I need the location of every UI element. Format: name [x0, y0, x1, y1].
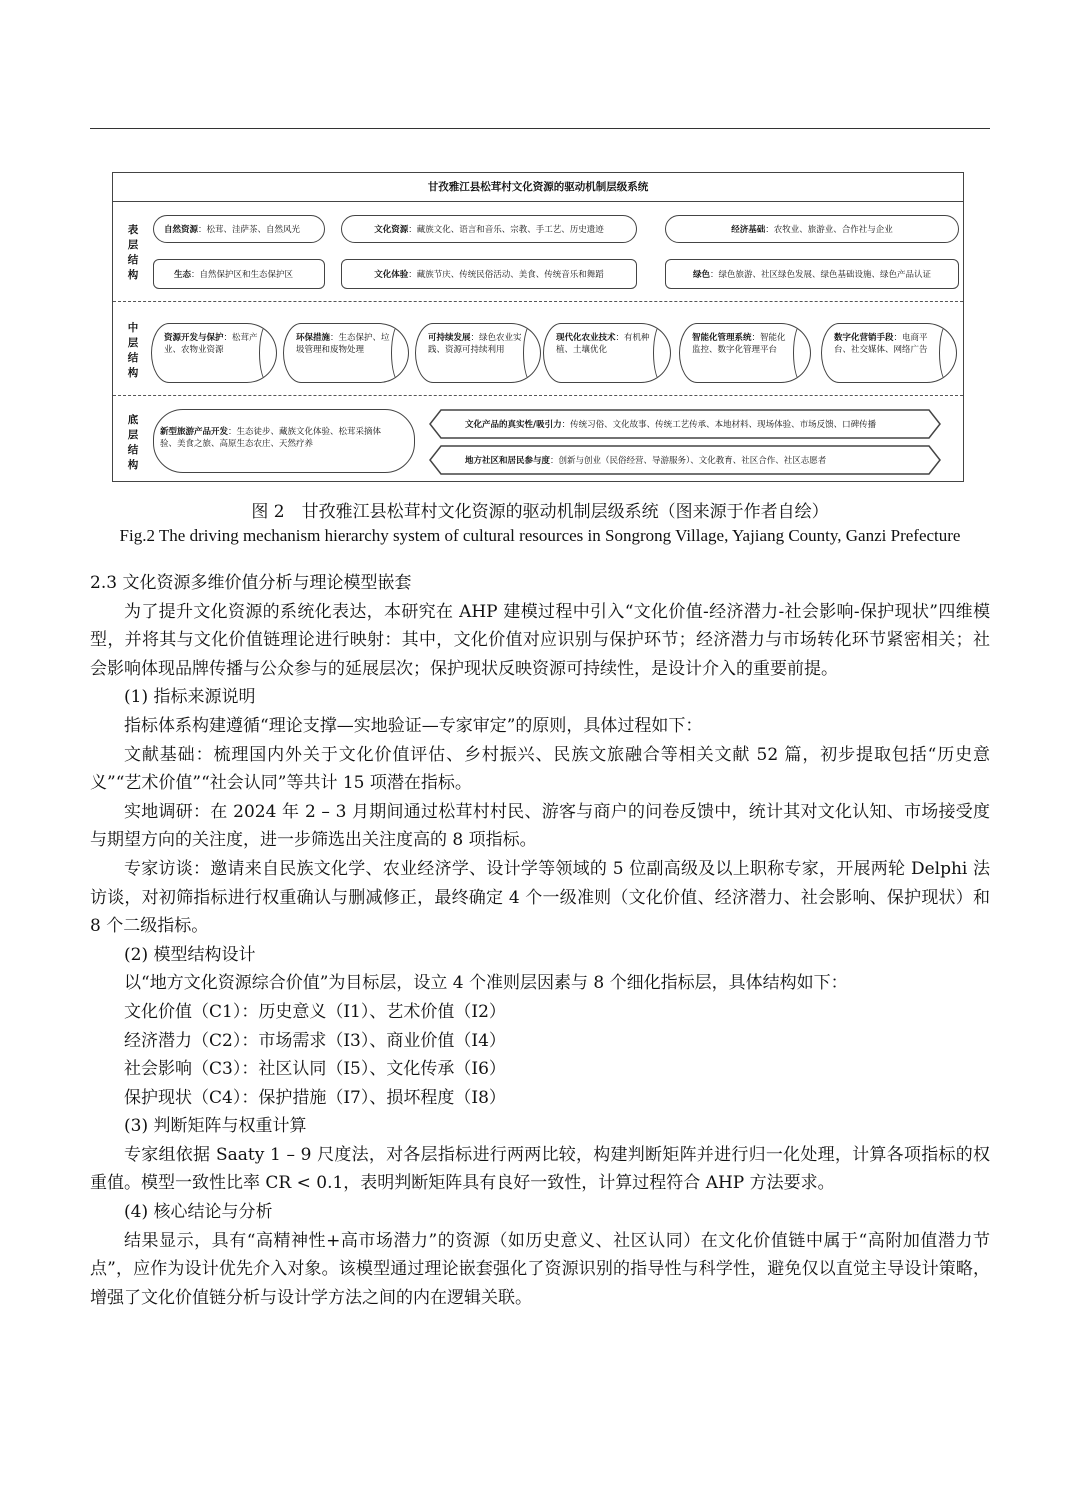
- surface-item-ecology: 生态 ：自然保护区和生态保护区: [153, 259, 325, 289]
- paragraph: 为了提升文化资源的系统化表达，本研究在 AHP 建模过程中引入“文化价值-经济潜力-社会影响-保护现状”四维模型，并将其与文化价值链理论进行映射：其中，文化价值对应识别与保护环节；经济潜力与市场转化环节紧密相关；社会影响体现品牌传播与公众参与的延展层次；保护现状反映资源可持续性，是设计介入的重要前提。: [90, 601, 990, 679]
- bottom-layer-label: 底 层 结 构: [127, 414, 139, 471]
- middle-item-smart-management: 智能化管理系统：智能化监控、数字化管理平台: [679, 323, 811, 383]
- body-text: [90, 569, 990, 1312]
- bottom-item-authenticity: 文化产品的真实性/吸引力：传统习俗、文化故事、传统工艺传承、本地材料、现场体验、市场反馈、口碑传播: [429, 409, 941, 439]
- subheading: (4) 核心结论与分析: [124, 1202, 273, 1223]
- paragraph: 以“地方文化资源综合价值”为目标层，设立 4 个准则层因素与 8 个细化指标层，具体结构如下：: [124, 973, 848, 994]
- surface-item-green: 绿色 ：绿色旅游、社区绿色发展、绿色基础设施、绿色产品认证: [665, 259, 959, 289]
- middle-item-agritech: 现代化农业技术：有机种植、土壤优化: [543, 323, 671, 383]
- paragraph: 专家访谈：邀请来自民族文化学、农业经济学、设计学等领域的 5 位副高级及以上职称专家，开展两轮 Delphi 法访谈，对初筛指标进行权重确认与删减修正，最终确定 4 个一级准则（文化价值、经济潜力、社会影响、保护现状）和 8 个二级指标。: [90, 858, 990, 937]
- paragraph: 指标体系构建遵循“理论支撑—实地验证—专家审定”的原则，具体过程如下：: [124, 715, 703, 736]
- subheading: (2) 模型结构设计: [124, 944, 256, 965]
- paragraph: 结果显示，具有“高精神性+高市场潜力”的资源（如历史意义、社区认同）在文化价值链中属于“高附加值潜力节点”，应作为设计优先介入对象。该模型通过理论嵌套强化了资源识别的指导性与科学性，避免仅以直觉主导设计策略，增强了文化价值链分析与设计学方法之间的内在逻辑关联。: [90, 1230, 990, 1308]
- surface-item-economic: 经济基础 ：农牧业、旅游业、合作社与企业: [665, 215, 959, 243]
- figure-title: 甘孜雅江县松茸村文化资源的驱动机制层级系统: [113, 173, 963, 202]
- surface-layer-label: 表 层 结 构: [127, 224, 139, 281]
- bottom-item-tourism: 新型旅游产品开发：生态徒步、藏族文化体验、松茸采摘体验、美食之旅、高原生态农庄、天然疗养: [153, 409, 415, 473]
- figure-caption-zh: 图 2 甘孜雅江县松茸村文化资源的驱动机制层级系统（图来源于作者自绘）: [251, 502, 829, 522]
- surface-item-natural: 自然资源 ：松茸、洼萨茶、自然风光: [153, 215, 325, 243]
- list-item: 保护现状（C4）：保护措施（I7）、损坏程度（I8）: [124, 1087, 506, 1108]
- surface-item-cultural: 文化资源 ：藏族文化、语言和音乐、宗教、手工艺、历史遗迹: [341, 215, 637, 243]
- paragraph: 文献基础：梳理国内外关于文化价值评估、乡村振兴、民族文旅融合等相关文献 52 篇，初步提取包括“历史意义”“艺术价值”“社会认同”等共计 15 项潜在指标。: [90, 744, 990, 794]
- hierarchy-figure: [112, 172, 964, 482]
- subheading: (1) 指标来源说明: [124, 687, 256, 708]
- middle-item-resource: 资源开发与保护：松茸产业、农物业资源: [151, 323, 277, 383]
- header-rule: [90, 128, 990, 129]
- list-item: 社会影响（C3）：社区认同（I5）、文化传承（I6）: [124, 1059, 506, 1080]
- layer-divider: [113, 301, 963, 302]
- layer-divider: [113, 395, 963, 396]
- section-heading: 2.3 文化资源多维价值分析与理论模型嵌套: [90, 573, 412, 593]
- middle-item-environment: 环保措施：生态保护、垃圾管理和废物处理: [283, 323, 409, 383]
- list-item: 经济潜力（C2）：市场需求（I3）、商业价值（I4）: [124, 1030, 506, 1051]
- surface-item-experience: 文化体验 ：藏族节庆、传统民俗活动、美食、传统音乐和舞蹈: [341, 259, 637, 289]
- middle-layer-label: 中 层 结 构: [127, 322, 139, 379]
- list-item: 文化价值（C1）：历史意义（I1）、艺术价值（I2）: [124, 1001, 506, 1022]
- middle-item-digital-marketing: 数字化营销手段：电商平台、社交媒体、网络广告: [821, 323, 957, 383]
- paragraph: 专家组依据 Saaty 1 – 9 尺度法，对各层指标进行两两比较，构建判断矩阵并进行归一化处理，计算各项指标的权重值。模型一致性比率 CR < 0.1，表明判断矩阵具有良好一致性，计算过程符合 AHP 方法要求。: [90, 1144, 990, 1194]
- middle-item-sustainable: 可持续发展：绿色农业实践、资源可持续利用: [415, 323, 541, 383]
- bottom-item-community: 地方社区和居民参与度：创新与创业（民俗经营、导游服务）、文化教育、社区合作、社区志愿者: [429, 445, 941, 475]
- figure-caption-en: Fig.2 The driving mechanism hierarchy system of cultural resources in Songrong Village, Yajiang County, Ganzi Prefecture: [119, 526, 961, 545]
- paragraph: 实地调研：在 2024 年 2 – 3 月期间通过松茸村村民、游客与商户的问卷反馈中，统计其对文化认知、市场接受度与期望方向的关注度，进一步筛选出关注度高的 8 项指标。: [90, 801, 990, 851]
- subheading: (3) 判断矩阵与权重计算: [124, 1116, 307, 1137]
